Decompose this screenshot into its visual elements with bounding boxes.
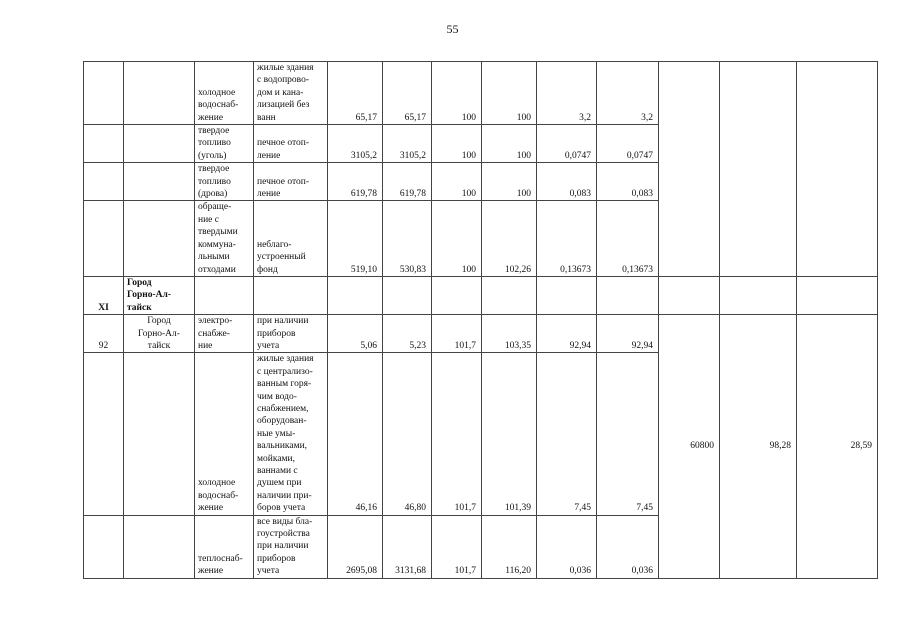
value-cell: 100 <box>432 163 482 201</box>
value-cell: 0,083 <box>597 163 659 201</box>
category-cell: жилые здания с водопрово- дом и кана- лизацией без ванн <box>254 62 328 125</box>
value-cell: 46,16 <box>328 353 383 515</box>
value-cell: 101,7 <box>432 515 482 578</box>
value-cell: 101,39 <box>482 353 537 515</box>
value-cell: 5,06 <box>328 315 383 353</box>
table-row <box>84 62 878 125</box>
value-cell: 65,17 <box>383 62 432 125</box>
value-cell: 103,35 <box>482 315 537 353</box>
num-cell <box>84 62 124 125</box>
category-cell: все виды бла- гоустройства при наличии приборов учета <box>254 515 328 578</box>
value-cell: 3,2 <box>597 62 659 125</box>
service-cell: холодное водоснаб- жение <box>195 353 254 515</box>
value-cell: 100 <box>482 125 537 163</box>
value-cell: 0,0747 <box>597 125 659 163</box>
service-cell: электро- снабже- ние <box>195 315 254 353</box>
value-cell: 101,7 <box>432 353 482 515</box>
value-cell: 46,80 <box>383 353 432 515</box>
service-cell: теплоснаб- жение <box>195 515 254 578</box>
service-cell: холодное водоснаб- жение <box>195 62 254 125</box>
num-cell <box>84 163 124 201</box>
value-cell: 5,23 <box>383 315 432 353</box>
value-cell: 102,26 <box>482 201 537 276</box>
category-cell: печное отоп- ление <box>254 163 328 201</box>
service-cell: твердое топливо (уголь) <box>195 125 254 163</box>
section-row <box>84 276 878 314</box>
table-row <box>84 315 878 353</box>
value-cell: 0,083 <box>537 163 597 201</box>
value-cell: 100 <box>482 62 537 125</box>
value-cell: 0,13673 <box>597 201 659 276</box>
value-cell: 92,94 <box>537 315 597 353</box>
num-cell <box>84 125 124 163</box>
value-cell: 65,17 <box>328 62 383 125</box>
value-cell: 116,20 <box>482 515 537 578</box>
value-cell: 3105,2 <box>328 125 383 163</box>
value-cell: 7,45 <box>537 353 597 515</box>
value-cell: 3131,68 <box>383 515 432 578</box>
empty-cell <box>797 62 878 277</box>
value-cell: 0,036 <box>597 515 659 578</box>
value-cell: 619,78 <box>383 163 432 201</box>
city-cell <box>124 62 195 125</box>
total-cell: 60800 <box>659 315 720 579</box>
empty-cell <box>720 62 797 277</box>
value-cell: 530,83 <box>383 201 432 276</box>
row-number: 92 <box>84 315 124 353</box>
service-cell: обраще- ние с твердыми коммуна- льными отходами <box>195 201 254 276</box>
section-number: XI <box>84 276 124 314</box>
value-cell: 619,78 <box>328 163 383 201</box>
city-cell <box>124 163 195 201</box>
tariff-table <box>83 61 878 579</box>
value-cell: 3,2 <box>537 62 597 125</box>
section-title: Город Горно-Ал- тайск <box>124 276 195 314</box>
num-cell <box>84 201 124 276</box>
service-cell: твердое топливо (дрова) <box>195 163 254 201</box>
value-cell: 3105,2 <box>383 125 432 163</box>
total-cell: 28,59 <box>797 315 878 579</box>
category-cell: неблаго- устроенный фонд <box>254 201 328 276</box>
value-cell: 100 <box>432 125 482 163</box>
category-cell: печное отоп- ление <box>254 125 328 163</box>
city-cell <box>124 201 195 276</box>
value-cell: 101,7 <box>432 315 482 353</box>
category-cell: жилые здания с централизо- ванным горя- чим водо- снабжением, оборудован- ные умы- вальниками, мойками, ваннами с душем при наличии при- боров учета <box>254 353 328 515</box>
value-cell: 100 <box>432 201 482 276</box>
value-cell: 2695,08 <box>328 515 383 578</box>
city-name: Город Горно-Ал- тайск <box>124 315 195 353</box>
city-cell <box>124 125 195 163</box>
value-cell: 7,45 <box>597 353 659 515</box>
value-cell: 0,036 <box>537 515 597 578</box>
empty-cell <box>659 62 720 277</box>
value-cell: 519,10 <box>328 201 383 276</box>
value-cell: 0,13673 <box>537 201 597 276</box>
value-cell: 92,94 <box>597 315 659 353</box>
category-cell: при наличии приборов учета <box>254 315 328 353</box>
value-cell: 100 <box>432 62 482 125</box>
value-cell: 100 <box>482 163 537 201</box>
total-cell: 98,28 <box>720 315 797 579</box>
page-number: 55 <box>446 22 459 36</box>
value-cell: 0,0747 <box>537 125 597 163</box>
